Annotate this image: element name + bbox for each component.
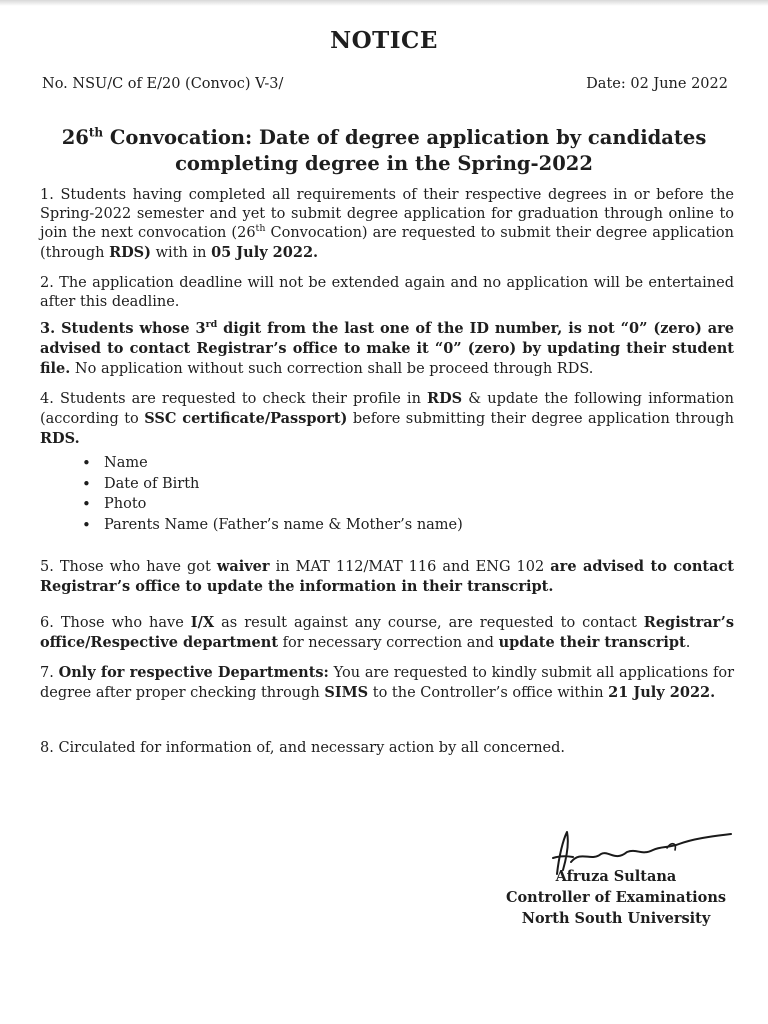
signatory-organization: North South University — [521, 910, 711, 927]
item-3: 3. Students whose 3rd digit from the last one of the ID number, is not “0” (zero) are advised to contact Registrar’s office to make it “0” (zero) by updating their student file. No application without such correction shall be proceed through RDS. — [40, 319, 735, 377]
notice-date: Date: 02 June 2022 — [586, 76, 728, 92]
signatory-block — [505, 866, 727, 929]
item-5: 5. Those who have got waiver in MAT 112/MAT 116 and ENG 102 are advised to contact Registrar’s office to update the information in their transcript. — [40, 558, 735, 595]
item-6: 6. Those who have I/X as result against any course, are requested to contact Registrar’s office/Respective department for necessary correction and update their transcript. — [40, 614, 734, 651]
list-item: • Photo — [78, 494, 463, 515]
heading-line-1: 26th Convocation: Date of degree application by candidates — [61, 125, 707, 149]
heading-line-2: completing degree in the Spring-2022 — [175, 152, 593, 175]
signatory-name: Afruza Sultana — [555, 868, 677, 885]
list-item: • Date of Birth — [78, 474, 463, 495]
notice-title: NOTICE — [330, 27, 438, 54]
item-2: 2. The application deadline will not be extended again and no application will be entertained after this deadline. — [40, 275, 734, 310]
item-1: 1. Students having completed all requirements of their respective degrees in or before the Spring-2022 semester and yet to submit degree application for graduation through online to join the next convocation (26th Convocation) are requested to submit their degree application (through RDS) with in 05 July 2022. — [40, 187, 734, 261]
item-8: 8. Circulated for information of, and necessary action by all concerned. — [40, 740, 566, 756]
reference-number: No. NSU/C of E/20 (Convoc) V-3/ — [42, 76, 284, 92]
item-4: 4. Students are requested to check their profile in RDS & update the following information (according to SSC certificate/Passport) before submitting their degree application through RDS. — [40, 390, 735, 447]
list-item: • Name — [78, 453, 463, 474]
signatory-designation: Controller of Examinations — [505, 889, 727, 906]
reference-row — [42, 76, 728, 92]
list-item: • Parents Name (Father’s name & Mother’s name) — [78, 515, 463, 536]
notice-heading — [40, 125, 728, 177]
profile-fields-list — [78, 453, 463, 535]
item-7: 7. Only for respective Departments: You are requested to kindly submit all applications for degree after proper checking through SIMS to the Controller’s office within 21 July 2022. — [40, 664, 734, 701]
